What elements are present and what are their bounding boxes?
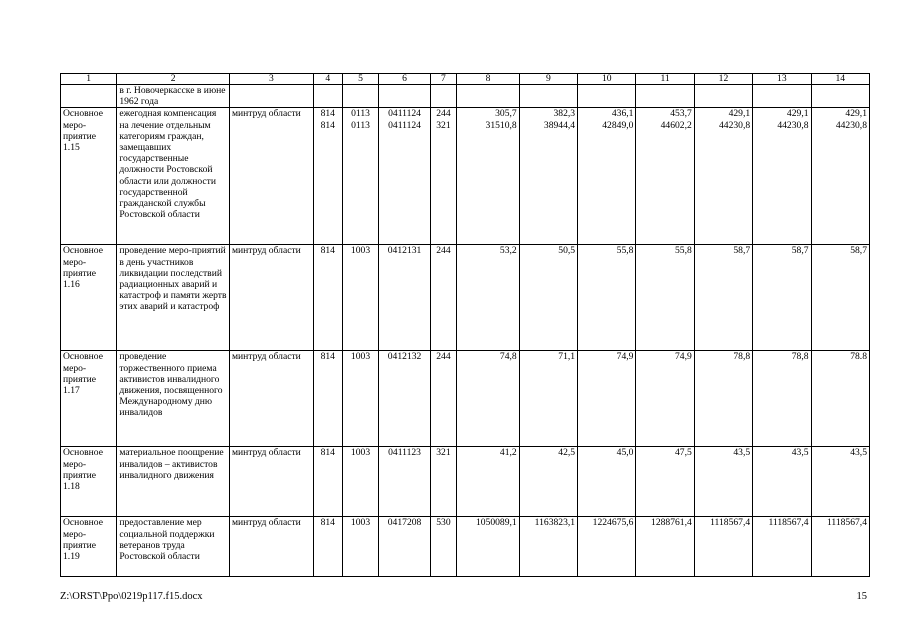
- value-cell: 42,5: [519, 447, 577, 517]
- measure-cell: Основное меро-приятие 1.17: [61, 351, 117, 447]
- rz-cell: 1003: [342, 517, 379, 577]
- gr-cell: 814: [313, 447, 342, 517]
- rz-cell: 1003: [342, 351, 379, 447]
- col-number: 13: [753, 74, 811, 85]
- value-cell: 43,5: [811, 447, 869, 517]
- value-cell: 1118567,4: [811, 517, 869, 577]
- table-row: [61, 447, 870, 517]
- measure-name: материальное поощрение инвалидов – активистов инвалидного движения: [117, 447, 230, 517]
- vr-cell: 244 321: [430, 108, 457, 245]
- csr-cell: 0417208: [379, 517, 430, 577]
- value-cell: 74,9: [578, 351, 636, 447]
- col-number: 5: [342, 74, 379, 85]
- vr-cell: 244: [430, 351, 457, 447]
- col-number: 9: [519, 74, 577, 85]
- value-cell: 382,3 38944,4: [519, 108, 577, 245]
- value-cell: 1118567,4: [694, 517, 752, 577]
- col-number: 8: [457, 74, 519, 85]
- file-path: Z:\ORST\Ppo\0219p117.f15.docx: [60, 591, 203, 602]
- value-cell: 78,8: [694, 351, 752, 447]
- value-cell: 429,1 44230,8: [753, 108, 811, 245]
- rz-cell: 1003: [342, 447, 379, 517]
- measure-cell: Основное меро-приятие 1.15: [61, 108, 117, 245]
- gr-cell: 814: [313, 517, 342, 577]
- value-cell: 55,8: [636, 245, 694, 351]
- col-number: 7: [430, 74, 457, 85]
- gr-cell: 814 814: [313, 108, 342, 245]
- value-cell: 50,5: [519, 245, 577, 351]
- value-cell: 58,7: [753, 245, 811, 351]
- value-cell: 58,7: [811, 245, 869, 351]
- measure-name: проведение торжественного приема активистов инвалидного движения, посвященного Международному дню инвалидов: [117, 351, 230, 447]
- col-number: 3: [229, 74, 313, 85]
- value-cell: 1050089,1: [457, 517, 519, 577]
- measure-cell: Основное меро-приятие 1.18: [61, 447, 117, 517]
- value-cell: 45,0: [578, 447, 636, 517]
- value-cell: 43,5: [753, 447, 811, 517]
- page-number: 15: [856, 591, 867, 602]
- value-cell: 74,8: [457, 351, 519, 447]
- measure-name: ежегодная компенсация на лечение отдельным категориям граждан, замещавших государственные должности Ростовской области или должности государственной гражданской службы Ростовской области: [117, 108, 230, 245]
- executor-cell: минтруд области: [229, 517, 313, 577]
- table-row: [61, 245, 870, 351]
- rz-cell: 1003: [342, 245, 379, 351]
- vr-cell: 530: [430, 517, 457, 577]
- col-number: 2: [117, 74, 230, 85]
- vr-cell: 244: [430, 245, 457, 351]
- gr-cell: 814: [313, 245, 342, 351]
- col-number: 4: [313, 74, 342, 85]
- executor-cell: минтруд области: [229, 108, 313, 245]
- col-number: 10: [578, 74, 636, 85]
- value-cell: 71,1: [519, 351, 577, 447]
- column-numbers-row: [61, 74, 870, 85]
- csr-cell: 0412132: [379, 351, 430, 447]
- value-cell: 53,2: [457, 245, 519, 351]
- value-cell: 78.8: [811, 351, 869, 447]
- value-cell: 453,7 44602,2: [636, 108, 694, 245]
- csr-cell: 0412131: [379, 245, 430, 351]
- col-number: 1: [61, 74, 117, 85]
- col-number: 11: [636, 74, 694, 85]
- vr-cell: 321: [430, 447, 457, 517]
- budget-table: [60, 73, 870, 577]
- measure-name: предоставление мер социальной поддержки ветеранов труда Ростовской области: [117, 517, 230, 577]
- value-cell: 43,5: [694, 447, 752, 517]
- value-cell: 47,5: [636, 447, 694, 517]
- col-number: 12: [694, 74, 752, 85]
- value-cell: 429,1 44230,8: [694, 108, 752, 245]
- rz-cell: 0113 0113: [342, 108, 379, 245]
- value-cell: 55,8: [578, 245, 636, 351]
- gr-cell: 814: [313, 351, 342, 447]
- csr-cell: 0411123: [379, 447, 430, 517]
- executor-cell: минтруд области: [229, 351, 313, 447]
- col-number: 6: [379, 74, 430, 85]
- value-cell: 436,1 42849,0: [578, 108, 636, 245]
- value-cell: 305,7 31510,8: [457, 108, 519, 245]
- csr-cell: 0411124 0411124: [379, 108, 430, 245]
- table-row: [61, 351, 870, 447]
- value-cell: 41,2: [457, 447, 519, 517]
- continuation-row: [61, 85, 870, 108]
- value-cell: 1224675,6: [578, 517, 636, 577]
- continuation-text: в г. Новочеркасске в июне 1962 года: [117, 85, 230, 108]
- value-cell: 78,8: [753, 351, 811, 447]
- measure-cell: Основное меро-приятие 1.19: [61, 517, 117, 577]
- value-cell: 1118567,4: [753, 517, 811, 577]
- measure-cell: Основное меро-приятие 1.16: [61, 245, 117, 351]
- executor-cell: минтруд области: [229, 447, 313, 517]
- executor-cell: минтруд области: [229, 245, 313, 351]
- measure-name: проведение меро-приятий в день участников ликвидации последствий радиационных аварий и катастроф и памяти жертв этих аварий и катастроф: [117, 245, 230, 351]
- table-row: [61, 517, 870, 577]
- value-cell: 1288761,4: [636, 517, 694, 577]
- value-cell: 58,7: [694, 245, 752, 351]
- col-number: 14: [811, 74, 869, 85]
- value-cell: 74,9: [636, 351, 694, 447]
- value-cell: 1163823,1: [519, 517, 577, 577]
- table-row: [61, 108, 870, 245]
- value-cell: 429,1 44230,8: [811, 108, 869, 245]
